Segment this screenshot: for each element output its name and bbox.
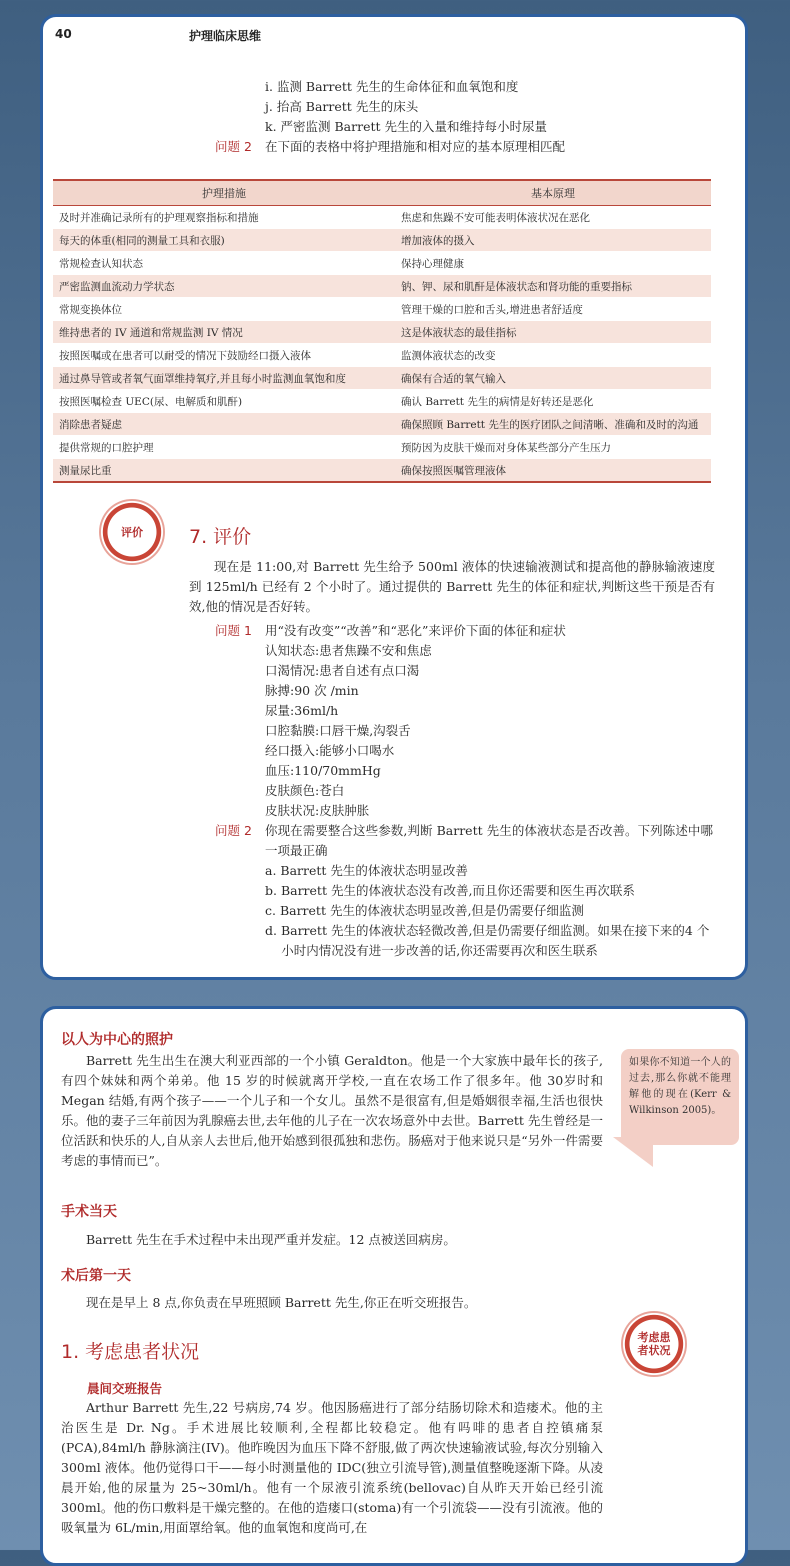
callout-text: 如果你不知道一个人的过去,那么你就不能理解他的现在(Kerr & Wilkinson 2005)。 (629, 1057, 731, 1116)
table-cell: 按照医嘱检查 UEC(尿、电解质和肌酐) (53, 390, 395, 413)
list-item: 经口摄入:能够小口喝水 (265, 743, 395, 758)
background-paragraph: Barrett 先生出生在澳大利亚西部的一个小镇 Geraldton。他是一个大家族中最年长的孩子,有四个妹妹和两个弟弟。他 15 岁的时候就离开学校,一直在农场工作了很多年。他 30岁时和 Megan 结婚,有两个孩子——一个儿子和一个女儿。虽然不是很富有,但是婚姻很幸福,生活也很快乐。他的妻子三年前因为乳腺癌去世,去年他的儿子在一次农场意外中去世。Barrett 先生曾经是一位活跃和快乐的人,自从亲人去世后,他开始感到很孤独和悲伤。肠癌对于他来说只是“另外一件需要考虑的事情而已”。 (61, 1053, 603, 1168)
margin-callout (621, 1049, 739, 1145)
question-text: 你现在需要整合这些参数,判断 Barrett 先生的体液状态是否改善。下列陈述中哪一项最正确 (265, 823, 713, 858)
table-cell: 维持患者的 IV 通道和常规监测 IV 情况 (53, 321, 395, 344)
heading-person-centred-care: 以人为中心的照护 (61, 1032, 173, 1048)
table-cell: 监测体液状态的改变 (395, 344, 711, 367)
heading-surgery-day: 手术当天 (61, 1204, 117, 1220)
option-item: c. Barrett 先生的体液状态明显改善,但是仍需要仔细监测 (265, 903, 584, 918)
table-row (53, 206, 711, 229)
question-label: 问题 2 (215, 139, 252, 154)
intervention-list (265, 77, 547, 137)
list-item: 脉搏:90 次 /min (265, 683, 359, 698)
book-title: 护理临床思维 (189, 29, 262, 43)
table-cell: 及时并准确记录所有的护理观察指标和措施 (53, 206, 395, 229)
table-cell: 确保按照医嘱管理液体 (395, 459, 711, 483)
table-header: 护理措施 (53, 180, 395, 206)
table-cell: 每天的体重(相同的测量工具和衣服) (53, 229, 395, 252)
page-header (55, 27, 733, 49)
surgery-paragraph: Barrett 先生在手术过程中未出现严重并发症。12 点被送回病房。 (86, 1232, 456, 1247)
page-card-continued (40, 1006, 748, 1566)
postop-paragraph: 现在是早上 8 点,你负责在早班照顾 Barrett 先生,你正在听交班报告。 (86, 1295, 477, 1310)
option-item: a. Barrett 先生的体液状态明显改善 (265, 863, 468, 878)
table-cell: 确保有合适的氧气输入 (395, 367, 711, 390)
eval-question-1-row (215, 621, 715, 641)
table-cell: 提供常规的口腔护理 (53, 436, 395, 459)
question-text: 用“没有改变”“改善”和“恶化”来评价下面的体征和症状 (265, 623, 566, 638)
list-item: j. 抬高 Barrett 先生的床头 (265, 99, 419, 114)
table-row (53, 436, 711, 459)
page-number: 40 (55, 27, 72, 41)
table-cell: 保持心理健康 (395, 252, 711, 275)
table-row (53, 459, 711, 483)
table-row (53, 298, 711, 321)
table-cell: 常规变换体位 (53, 298, 395, 321)
list-item: 口渴情况:患者自述有点口渴 (265, 663, 420, 678)
eval-question-2-row (215, 821, 715, 861)
table-cell: 这是体液状态的最佳指标 (395, 321, 711, 344)
handover-paragraph: Arthur Barrett 先生,22 号病房,74 岁。他因肠癌进行了部分结肠切除术和造瘘术。他的主治医生是 Dr. Ng。手术进展比较顺利,全程都比较稳定。他有吗啡的患者自控镇痛泵(PCA),84ml/h 静脉滴注(IV)。他昨晚因为血压下降不舒服,做了两次快速输液试验,每次分别输入 300ml 液体。他仍觉得口干——每小时测量他的 IDC(独立引流导管),测量值整晚逐渐下降。从凌晨开始,他的尿量为 25~30ml/h。他有一个尿液引流系统(bellovac)自从昨天开始已经引流 300ml。他的伤口敷料是干燥完整的。在他的造瘘口(stoma)有一个引流袋——没有引流液。他的吸氧量为 6L/min,用面罩给氧。他的血氧饱和度尚可,在 (61, 1400, 603, 1535)
table-row (53, 367, 711, 390)
callout-tail-icon (613, 1137, 653, 1167)
subheading-morning-handover: 晨间交班报告 (87, 1381, 163, 1396)
list-item: 血压:110/70mmHg (265, 763, 381, 778)
table-cell: 严密监测血流动力学状态 (53, 275, 395, 298)
list-item: k. 严密监测 Barrett 先生的入量和维持每小时尿量 (265, 119, 548, 134)
table-row (53, 229, 711, 252)
table-cell: 按照医嘱或在患者可以耐受的情况下鼓励经口摄入液体 (53, 344, 395, 367)
table-cell: 测量尿比重 (53, 459, 395, 483)
table-cell: 预防因为皮肤干燥而对身体某些部分产生压力 (395, 436, 711, 459)
table-cell: 通过鼻导管或者氧气面罩维持氧疗,并且每小时监测血氧饱和度 (53, 367, 395, 390)
matching-table (53, 179, 711, 483)
section-title-consider-patient: 1. 考虑患者状况 (61, 1341, 200, 1363)
evaluation-badge-icon (99, 499, 165, 565)
page-card-40 (40, 14, 748, 980)
question-text: 在下面的表格中将护理措施和相对应的基本原理相匹配 (265, 139, 566, 154)
section-title-evaluation: 7. 评价 (189, 526, 252, 548)
table-cell: 焦虑和焦躁不安可能表明体液状况在恶化 (395, 206, 711, 229)
badge-label: 评价 (121, 525, 143, 539)
table-row (53, 413, 711, 436)
table-row (53, 252, 711, 275)
list-item: 认知状态:患者焦躁不安和焦虑 (265, 643, 432, 658)
table-cell: 确保照顾 Barrett 先生的医疗团队之间清晰、准确和及时的沟通 (395, 413, 711, 436)
heading-postop-day-1: 术后第一天 (61, 1268, 131, 1284)
option-item: b. Barrett 先生的体液状态没有改善,而且你还需要和医生再次联系 (265, 883, 635, 898)
table-row (53, 275, 711, 298)
table-cell: 消除患者疑虑 (53, 413, 395, 436)
list-item: 尿量:36ml/h (265, 703, 339, 718)
option-item: d. Barrett 先生的体液状态轻微改善,但是仍需要仔细监测。如果在接下来的4 个小时内情况没有进一步改善的话,你还需要再次和医生联系 (265, 923, 710, 958)
table-row (53, 390, 711, 413)
table-cell: 钠、钾、尿和肌酐是体液状态和肾功能的重要指标 (395, 275, 711, 298)
table-cell: 增加液体的摄入 (395, 229, 711, 252)
consider-patient-badge-icon (621, 1311, 687, 1377)
list-item: i. 监测 Barrett 先生的生命体征和血氧饱和度 (265, 79, 519, 94)
badge-label: 考虑患者状况 (637, 1331, 671, 1357)
question-label: 问题 2 (215, 823, 252, 838)
table-cell: 常规检查认知状态 (53, 252, 395, 275)
signs-list (265, 641, 432, 821)
question-2-row (215, 137, 695, 157)
list-item: 皮肤状况:皮肤肿胀 (265, 803, 370, 818)
table-row (53, 344, 711, 367)
table-header: 基本原理 (395, 180, 711, 206)
list-item: 皮肤颜色:苍白 (265, 783, 345, 798)
options-list (265, 861, 717, 961)
table-cell: 管理干燥的口腔和舌头,增进患者舒适度 (395, 298, 711, 321)
evaluation-paragraph: 现在是 11:00,对 Barrett 先生给予 500ml 液体的快速输液测试和提高他的静脉输液速度到 125ml/h 已经有 2 个小时了。通过提供的 Barrett 先生的体征和症状,判断这些干预是否有效,他的情况是否好转。 (189, 559, 715, 614)
table-row (53, 321, 711, 344)
question-label: 问题 1 (215, 623, 252, 638)
list-item: 口腔黏膜:口唇干燥,沟裂舌 (265, 723, 411, 738)
table-cell: 确认 Barrett 先生的病情是好转还是恶化 (395, 390, 711, 413)
